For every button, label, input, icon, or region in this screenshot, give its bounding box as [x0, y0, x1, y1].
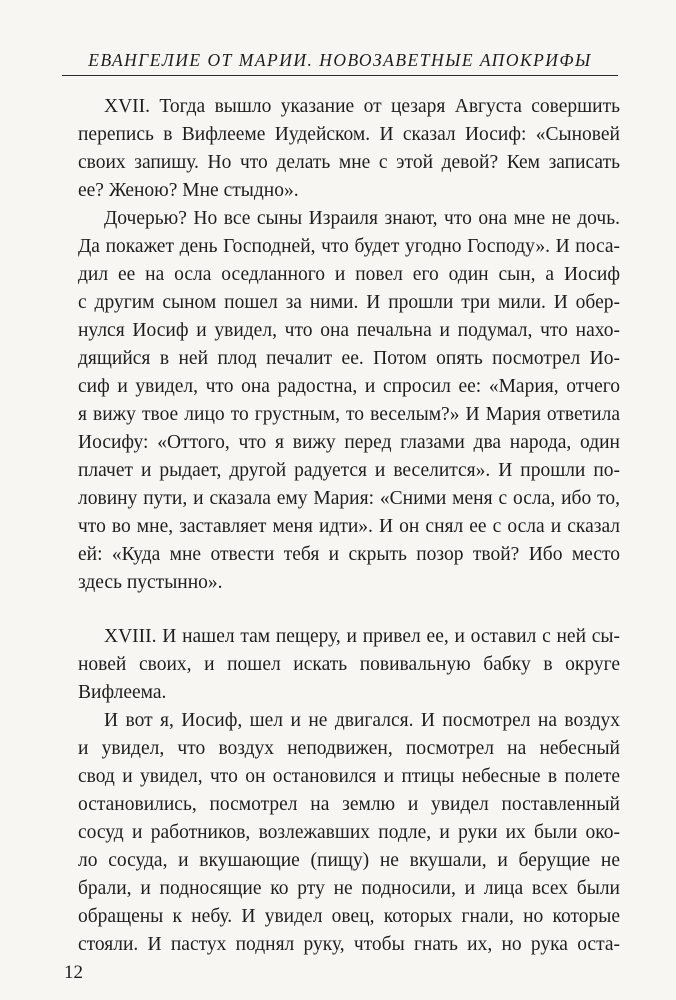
text-line: дил ее на осла оседланного и повел его один сын, а Иосиф	[78, 264, 620, 285]
text-line: дящийся в ней плод печалит ее. Потом опять посмотрел Ио-	[78, 348, 620, 369]
text-line: ей: «Куда мне отвести тебя и скрыть позор твой? Ибо место	[78, 544, 620, 565]
text-line: остановились, посмотрел на землю и увидел поставленный	[78, 794, 620, 815]
text-line: Да покажет день Господней, что будет угодно Господу». И поса-	[78, 236, 620, 257]
text-line: с другим сыном пошел за ними. И прошли три мили. И обер-	[78, 292, 620, 313]
running-head: ЕВАНГЕЛИЕ ОТ МАРИИ. НОВОЗАВЕТНЫЕ АПОКРИФЫ	[88, 50, 592, 70]
text-line: свод и увидел, что он остановился и птицы небесные в полете	[78, 766, 620, 787]
text-line: сиф и увидел, что она радостна, и спросил ее: «Мария, отчего	[78, 376, 620, 397]
text-line: Иосифу: «Оттого, что я вижу перед глазами два народа, один	[78, 432, 620, 453]
text-line: стояли. И пастух поднял руку, чтобы гнать их, но рука оста-	[78, 934, 620, 955]
text-line: плачет и рыдает, другой радуется и веселится». И прошли по-	[78, 460, 620, 481]
text-line: ловину пути, и сказала ему Мария: «Сними меня с осла, ибо то,	[78, 488, 620, 509]
text-line: обращены к небу. И увидел овец, которых гнали, но которые	[78, 906, 620, 927]
text-line: Вифлеема.	[78, 682, 167, 703]
header-rule	[62, 75, 618, 76]
text-line: XVIII. И нашел там пещеру, и привел ее, и оставил с ней сы-	[104, 626, 620, 647]
text-line: я вижу твое лицо то грустным, то веселым?» И Мария ответила	[78, 404, 620, 425]
text-line: перепись в Вифлееме Иудейском. И сказал Иосиф: «Сыновей	[78, 124, 620, 145]
text-line: и увидел, что воздух неподвижен, посмотрел на небесный	[78, 738, 620, 759]
text-line: Дочерью? Но все сыны Израиля знают, что она мне не дочь.	[104, 208, 620, 229]
text-line: сосуд и работников, возлежавших подле, и руки их были око-	[78, 822, 620, 843]
text-line: здесь пустынно».	[78, 572, 223, 593]
text-line: ло сосуда, и вкушающие (пищу) не вкушали, и берущие не	[78, 850, 620, 871]
page-number: 12	[64, 962, 83, 983]
text-line: нулся Иосиф и увидел, что она печальна и подумал, что нахо-	[78, 320, 620, 341]
text-line: ее? Женою? Мне стыдно».	[78, 180, 299, 201]
text-line: брали, и подносящие ко рту не подносили, и лица всех были	[78, 878, 620, 899]
text-line: своих запишу. Но что делать мне с этой девой? Кем записать	[78, 152, 620, 173]
text-line: И вот я, Иосиф, шел и не двигался. И посмотрел на воздух	[104, 710, 620, 731]
text-line: новей своих, и пошел искать повивальную бабку в округе	[78, 654, 620, 675]
text-line: что во мне, заставляет меня идти». И он снял ее с осла и сказал	[78, 516, 620, 537]
text-line: XVII. Тогда вышло указание от цезаря Августа совершить	[104, 96, 620, 117]
